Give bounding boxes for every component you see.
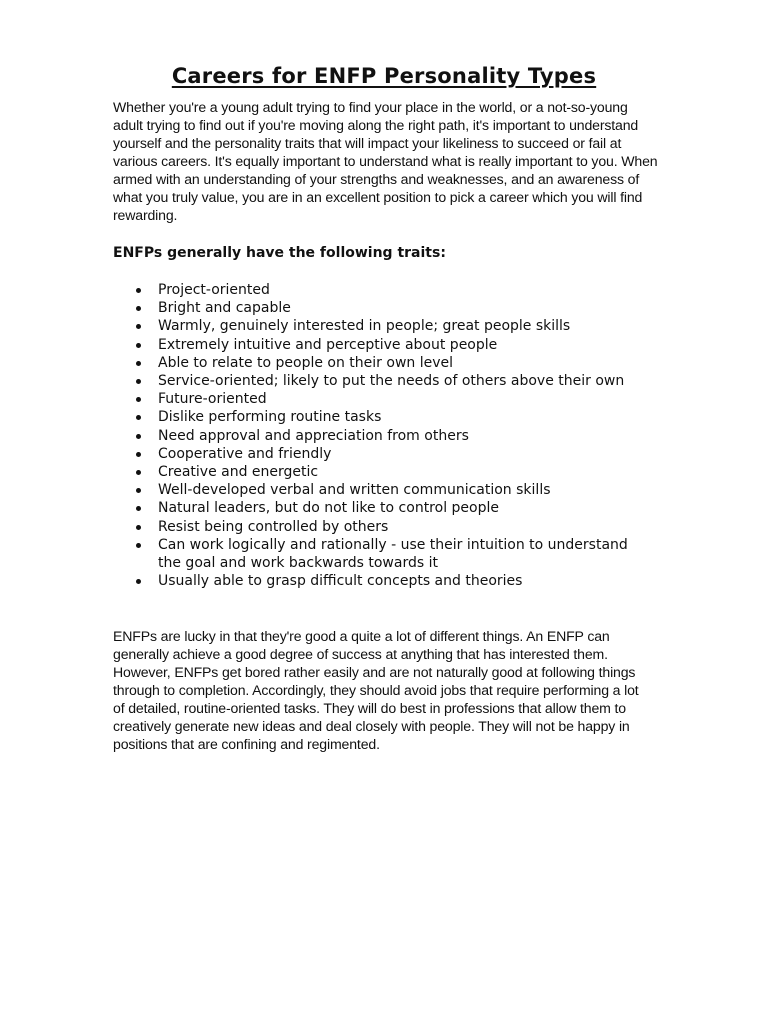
list-item: Bright and capable (113, 299, 633, 317)
list-item: Warmly, genuinely interested in people; great people skills (113, 317, 633, 335)
intro-paragraph: Whether you're a young adult trying to find your place in the world, or a not-so-young adult trying to find out if you're moving along the right path, it's important to understand yourself and the personality traits that will impact your likeliness to succeed or fail at various careers. It's equally important to understand what is really important to you. When armed with an understanding of your strengths and weaknesses, and an awareness of what you truly value, you are in an excellent position to pick a career which you will find rewarding. (113, 99, 658, 223)
list-item: Service-oriented; likely to put the needs of others above their own (113, 372, 633, 390)
list-item: Need approval and appreciation from others (113, 427, 633, 445)
list-item: Resist being controlled by others (113, 518, 633, 536)
list-item: Future-oriented (113, 390, 633, 408)
list-item: Can work logically and rationally - use their intuition to understand the goal and work backwards towards it (113, 536, 633, 572)
list-item: Able to relate to people on their own level (113, 354, 633, 372)
list-item: Project-oriented (113, 281, 633, 299)
list-item: Well-developed verbal and written communication skills (113, 481, 633, 499)
list-item: Natural leaders, but do not like to control people (113, 499, 633, 517)
list-item: Dislike performing routine tasks (113, 408, 633, 426)
closing-paragraph: ENFPs are lucky in that they're good a quite a lot of different things. An ENFP can generally achieve a good degree of success at anything that has interested them. However, ENFPs get bored rather easily and are not naturally good at following things through to completion. Accordingly, they should avoid jobs that require performing a lot of detailed, routine-oriented tasks. They will do best in professions that allow them to creatively generate new ideas and deal closely with people. They will not be happy in positions that are confining and regimented. (113, 628, 639, 752)
list-item: Creative and energetic (113, 463, 633, 481)
traits-heading: ENFPs generally have the following traits: (113, 245, 446, 261)
traits-list (113, 281, 633, 590)
list-item: Extremely intuitive and perceptive about people (113, 336, 633, 354)
list-item: Cooperative and friendly (113, 445, 633, 463)
page-title: Careers for ENFP Personality Types (171, 64, 597, 89)
list-item: Usually able to grasp difficult concepts and theories (113, 572, 633, 590)
